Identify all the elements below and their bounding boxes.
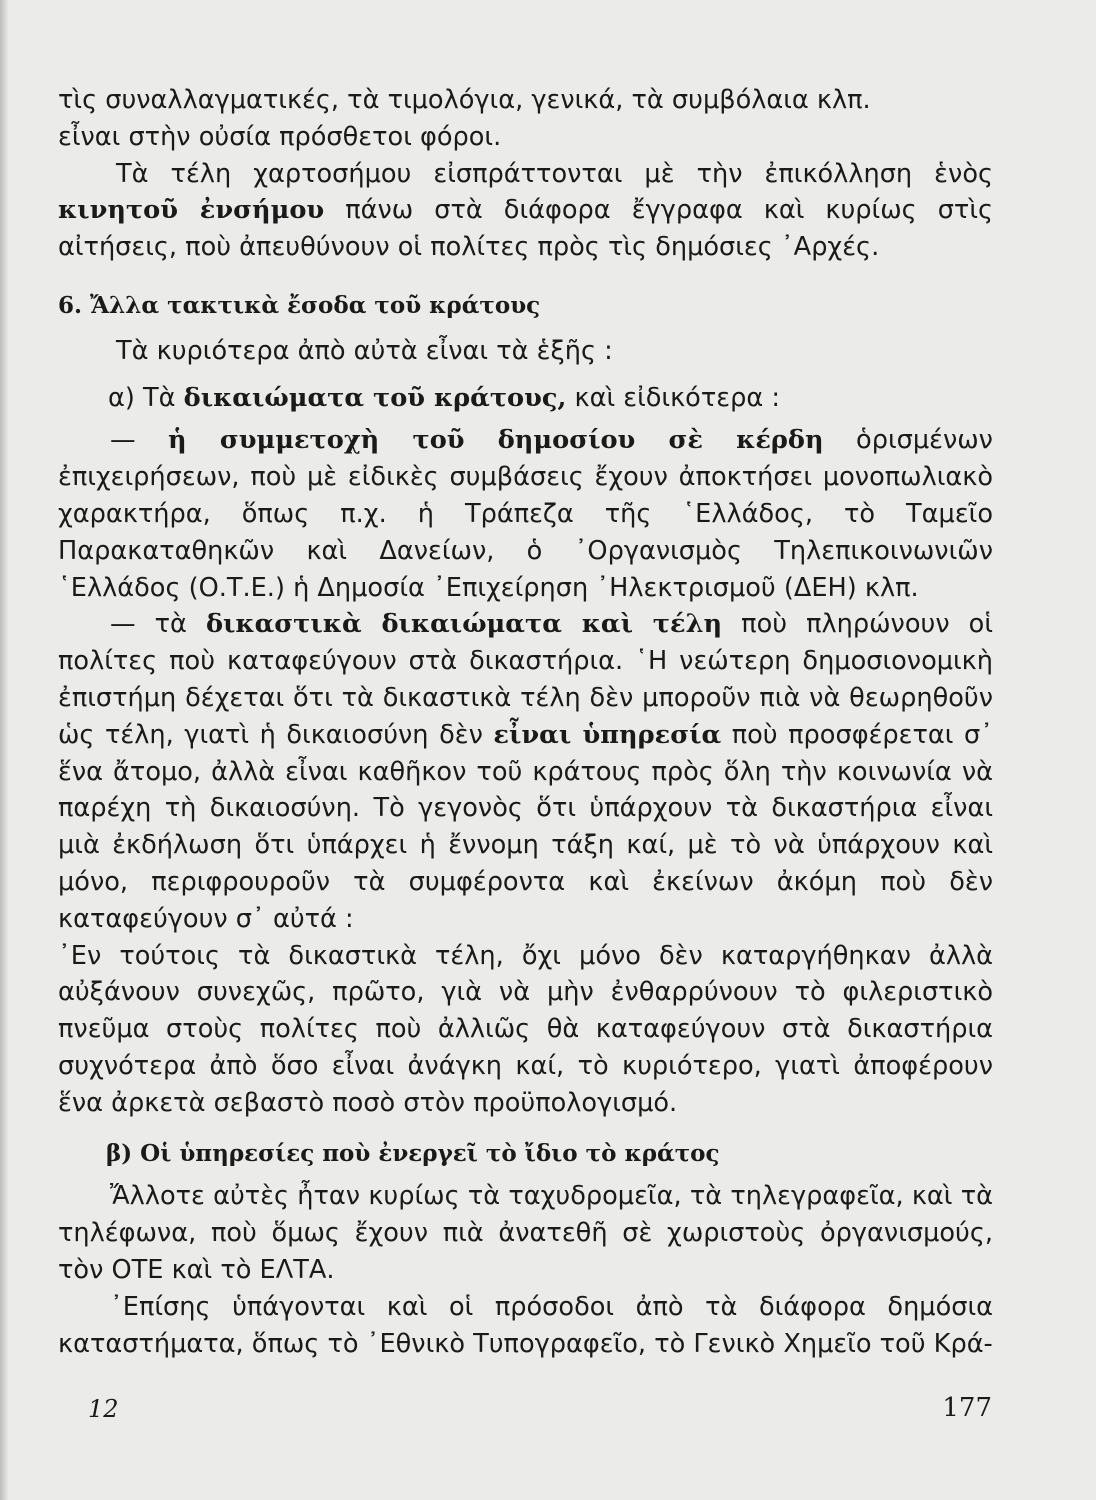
dash2-bold-1: δικαστικὰ δικαιώματα καὶ τέλη	[205, 609, 723, 640]
intro-line-2: εἶναι στὴν οὐσία πρόσθετοι φόροι.	[58, 121, 502, 152]
main-paragraph: Τὰ κυριότερα ἀπὸ αὐτὰ εἶναι τὰ ἑξῆς :	[116, 335, 613, 366]
en-toutois-paragraph: ᾿Εν τούτοις τὰ δικαστικὰ τέλη, ὄχι μόνο δὲν καταργήθηκαν ἀλλὰ αὐξάνουν συνεχῶς, πρῶτο, γιὰ νὰ μὴν ἐνθαρρύνουν τὸ φιλεριστικὸ πνεῦμα στοὺς πολίτες ποὺ ἀλλιῶς θὰ καταφεύγουν στὰ δικαστήρια συχνότερα ἀπὸ ὅσο εἶναι ἀνάγκη καί, τὸ κυριότερο, γιατὶ ἀποφέρουν ἕνα ἀρκετὰ σεβαστὸ ποσὸ στὸν προϋπολογισμό.	[58, 940, 993, 1118]
intro-line-1: τὶς συναλλαγματικές, τὰ τιμολόγια, γενικά, τὰ συμβόλαια κλπ.	[58, 85, 871, 115]
dash2-prefix: — τὰ	[110, 609, 206, 640]
dash2-end: ποὺ προσφέρεται σ᾿ ἕνα ἄτομο, ἀλλὰ εἶναι καθῆκον τοῦ κράτους πρὸς ὅλη τὴν κοινωνία νὰ παρέχη τὴ δικαιοσύνη. Τὸ γεγονὸς ὅτι ὑπάρχουν τὰ δικαστήρια εἶναι μιὰ ἐκδήλωση ὅτι ὑπάρχει ἡ ἔννομη τάξη καί, μὲ τὸ νὰ ὑπάρχουν καὶ μόνο, περιφρουροῦν τὰ συμφέροντα καὶ ἐκείνων ἀκόμη ποὺ δὲν καταφεύγουν σ᾿ αὐτά :	[58, 719, 993, 934]
dash-item-1	[58, 422, 993, 606]
stamp-bold: κινητοῦ ἐνσήμου	[58, 195, 325, 226]
dash-item-2	[58, 606, 993, 937]
subsection-a	[58, 380, 993, 417]
dash2-bold-2: εἶναι ὑπηρεσία	[493, 719, 722, 750]
section-heading-6: 6. Ἄλλα τακτικὰ ἔσοδα τοῦ κράτους	[58, 291, 541, 319]
allote-paragraph: Ἄλλοτε αὐτὲς ἦταν κυρίως τὰ ταχυδρομεῖα, τὰ τηλεγραφεῖα, καὶ τὰ τηλέφωνα, ποὺ ὅμως ἔχουν πιὰ ἀνατεθῆ σὲ χωριστοὺς ὀργανισμούς, τὸν ΟΤΕ καὶ τὸ ΕΛΤΑ.	[58, 1181, 993, 1285]
dash1-bold: ἡ συμμετοχὴ τοῦ δημοσίου σὲ κέρδη	[168, 425, 824, 456]
dash1-prefix: —	[110, 425, 169, 456]
sub-a-bold: δικαιώματα τοῦ κράτους,	[183, 382, 567, 413]
stamp-paragraph	[58, 156, 993, 266]
body-text	[58, 82, 993, 1362]
stamp-text-2: πάνω στὰ διάφορα ἔγγραφα καὶ κυρίως στὶς αἰτήσεις, ποὺ ἀπευθύνουν οἱ πολίτες πρὸς τὶς δημόσιες ᾿Αρχές.	[58, 195, 993, 263]
signature-mark: 12	[88, 1395, 119, 1423]
subsection-b-heading: β) Οἱ ὑπηρεσίες ποὺ ἐνεργεῖ τὸ ἴδιο τὸ κράτος	[106, 1139, 720, 1167]
dash2-mid: ποὺ πληρώνουν οἱ πολίτες ποὺ καταφεύγουν στὰ δικαστήρια. ῾Η νεώτερη δημοσιονομικὴ ἐπιστήμη δέχεται ὅτι τὰ δικαστικὰ τέλη δὲν μποροῦν πιὰ νὰ θεωρηθοῦν ὡς τέλη, γιατὶ ἡ δικαιοσύνη δὲν	[58, 609, 993, 750]
page-number: 177	[942, 1393, 992, 1423]
dash1-rest: ὁρισμένων ἐπιχειρήσεων, ποὺ μὲ εἰδικὲς συμβάσεις ἔχουν ἀποκτήσει μονοπωλιακὸ χαρακτήρα, ὅπως π.χ. ἡ Τράπεζα τῆς ῾Ελλάδος, τὸ Ταμεῖο Παρακαταθηκῶν καὶ Δανείων, ὁ ᾿Οργανισμὸς Τηλεπικοινωνιῶν ῾Ελλάδος (Ο.Τ.Ε.) ἡ Δημοσία ᾿Επιχείρηση ᾿Ηλεκτρισμοῦ (ΔΕΗ) κλπ.	[58, 425, 993, 603]
page-edge	[0, 0, 8, 1500]
sub-a-suffix: καὶ εἰδικότερα :	[566, 382, 780, 413]
sub-a-prefix: α) Τὰ	[108, 382, 184, 413]
episis-paragraph: ᾿Επίσης ὑπάγονται καὶ οἱ πρόσοδοι ἀπὸ τὰ διάφορα δημόσια καταστήματα, ὅπως τὸ ᾿Εθνικὸ Τυπογραφεῖο, τὸ Γενικὸ Χημεῖο τοῦ Κρά-	[58, 1291, 993, 1359]
stamp-text-1: Τὰ τέλη χαρτοσήμου εἰσπράττονται μὲ τὴν ἐπικόλληση ἑνὸς	[116, 158, 993, 189]
